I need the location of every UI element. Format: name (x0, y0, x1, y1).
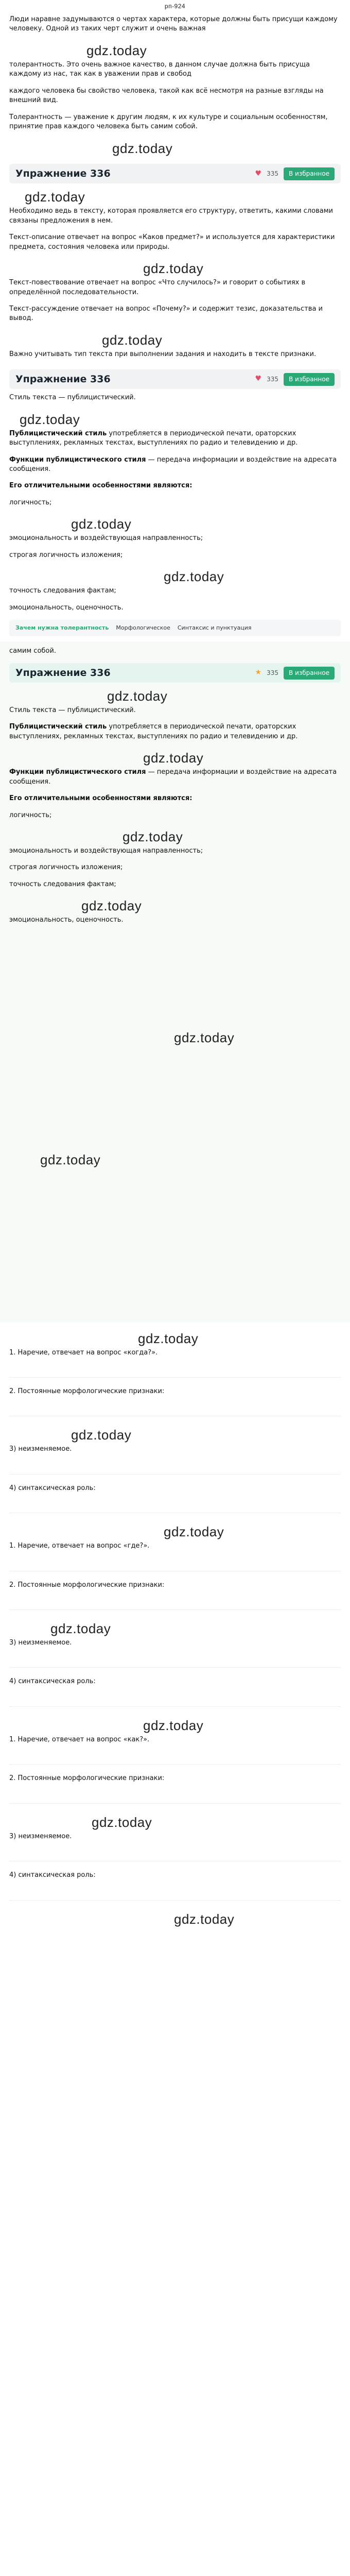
analysis-item (9, 1735, 341, 1765)
functions-title: Функции публицистического стиля (9, 768, 146, 776)
tab-item[interactable]: Морфологическое (116, 624, 170, 631)
answer-space (9, 1687, 341, 1707)
watermark: gdz.today (86, 42, 147, 58)
exercise-header (9, 369, 341, 389)
mint-section (0, 641, 350, 1322)
features-title: Его отличительными особенностями являются: (9, 482, 192, 490)
analysis-line: 4) синтаксическая роль: (9, 1677, 96, 1686)
analysis-line: 3) неизменяемое. (9, 1638, 72, 1647)
watermark: gdz.today (143, 750, 204, 766)
analysis-item (9, 1387, 341, 1416)
body-text-area (9, 1028, 341, 1317)
watermark: gdz.today (143, 261, 204, 277)
answer-space (9, 1454, 341, 1475)
analysis-item (9, 1581, 341, 1610)
analysis-line: 1. Наречие, отвечает на вопрос «как?». (9, 1735, 150, 1743)
watermark: gdz.today (174, 1911, 235, 1927)
analysis-item (9, 1484, 341, 1513)
list-item: эмоциональность, оценочность. (9, 603, 124, 612)
watermark: gdz.today (20, 411, 80, 427)
favorite-button[interactable]: В избранное (284, 373, 335, 386)
star-icon[interactable]: ★ (255, 668, 262, 677)
style-text: употребляется в периодической печати, ораторских выступлениях, рекламных текстах, выступлениях по радио и телевидению и др. (9, 723, 298, 740)
answer-space (9, 1841, 341, 1861)
paragraph: Текст-описание отвечает на вопрос «Каков предмет?» и используется для характеристики предмета, состояния человека или природы. (9, 233, 335, 251)
analysis-line: 1. Наречие, отвечает на вопрос «когда?». (9, 1348, 158, 1357)
exercise-title: Упражнение 336 (15, 667, 111, 679)
style-label: Стиль текста — публицистический. (9, 394, 136, 402)
answer-space (9, 1590, 341, 1610)
analysis-line: 2. Постоянные морфологические признаки: (9, 1774, 165, 1783)
watermark: gdz.today (92, 1814, 152, 1830)
analysis-item (9, 1541, 341, 1571)
answer-space (9, 1784, 341, 1804)
watermark: gdz.today (71, 1427, 132, 1443)
watermark: gdz.today (174, 1029, 235, 1045)
tab-item[interactable]: Синтаксис и пунктуация (177, 624, 252, 631)
exercise-header (9, 663, 341, 683)
analysis-item (9, 1638, 341, 1668)
heart-icon[interactable]: ♥ (255, 375, 262, 383)
favorite-button[interactable]: В избранное (284, 167, 335, 180)
paragraph: Необходимо ведь в тексту, которая проявляется его структуру, ответить, какими словами связаны предложения в нем. (9, 207, 333, 225)
style-label: Стиль текста — публицистический. (9, 706, 136, 714)
answer-space (9, 1358, 341, 1378)
watermark: gdz.today (164, 1524, 224, 1540)
rating-count: 335 (267, 375, 278, 383)
watermark: gdz.today (107, 688, 168, 704)
watermark: gdz.today (138, 1330, 199, 1346)
analysis-line: 4) синтаксическая роль: (9, 1871, 96, 1879)
style-title: Публицистический стиль (9, 429, 107, 437)
paragraph: Текст-рассуждение отвечает на вопрос «Почему?» и содержит тезис, доказательства и вывод. (9, 305, 323, 323)
functions-text: — передача информации и воздействие на адресата сообщения. (9, 455, 337, 473)
style-text: употребляется в периодической печати, ораторских выступлениях, рекламных текстах, выступлениях по радио и телевидению и др. (9, 429, 298, 447)
paragraph: толерантность. Это очень важное качество, в данном случае должна быть присуща каждому из нас, так как в уважении прав и свобод (9, 60, 310, 78)
watermark: gdz.today (81, 898, 142, 914)
paragraph: Толерантность — уважение к другим людям, к их культуре и социальным особенностям, принятие прав каждого человека быть самим собой. (9, 113, 328, 131)
heart-icon[interactable]: ♥ (255, 169, 262, 178)
exercise-header (9, 164, 341, 183)
analysis-item (9, 1677, 341, 1706)
list-item: точность следования фактам; (9, 880, 116, 888)
features-title: Его отличительными особенностями являются: (9, 794, 192, 803)
analysis-line: 3) неизменяемое. (9, 1445, 72, 1453)
watermark: gdz.today (40, 1151, 101, 1167)
watermark: gdz.today (164, 569, 224, 585)
list-item: эмоциональность и воздействующая направленность; (9, 846, 203, 855)
style-description (9, 722, 341, 741)
watermark: gdz.today (50, 1621, 111, 1637)
analysis-line: 2. Постоянные морфологические признаки: (9, 1581, 165, 1589)
functions-title: Функции публицистического стиля (9, 455, 146, 464)
watermark: gdz.today (71, 516, 132, 532)
watermark: gdz.today (112, 140, 173, 156)
list-item: строгая логичность изложения; (9, 551, 123, 559)
watermark: gdz.today (102, 332, 163, 348)
analysis-item (9, 1445, 341, 1474)
rating-count: 335 (267, 669, 278, 676)
exercise-title: Упражнение 336 (15, 373, 111, 385)
functions-text: — передача информации и воздействие на адресата сообщения. (9, 768, 337, 786)
analysis-line: 2. Постоянные морфологические признаки: (9, 1387, 165, 1395)
answer-space (9, 1648, 341, 1668)
paragraph: Текст-повествование отвечает на вопрос «Что случилось?» и говорит о событиях в определённой последовательности. (9, 279, 306, 296)
answer-space (9, 1493, 341, 1513)
intro-text: самим собой. (9, 647, 56, 655)
page-number: рп-924 (164, 3, 186, 10)
analysis-item (9, 1871, 341, 1900)
list-item: эмоциональность, оценочность. (9, 916, 124, 924)
tab-bar (9, 620, 341, 636)
tab-item[interactable]: Зачем нужна толерантность (15, 624, 109, 631)
answer-space (9, 1880, 341, 1901)
paragraph: Люди наравне задумываются о чертах характера, которые должны быть присущи каждому человеку. Одной из таких черт служит и очень важная (9, 15, 338, 33)
answer-space (9, 1551, 341, 1571)
analysis-section (0, 1322, 350, 1929)
watermark: gdz.today (143, 1717, 204, 1733)
paragraph: каждого человека бы свойство человека, такой как всё несмотря на разные взгляды на внешний вид. (9, 87, 324, 105)
style-title: Публицистический стиль (9, 723, 107, 731)
list-item: логичность; (9, 498, 52, 506)
analysis-item (9, 1774, 341, 1803)
style-description (9, 429, 341, 448)
functions (9, 768, 341, 787)
functions (9, 455, 341, 474)
list-item: эмоциональность и воздействующая направленность; (9, 534, 203, 543)
top-area (0, 0, 350, 636)
watermark: gdz.today (25, 189, 85, 205)
watermark: gdz.today (122, 829, 183, 845)
analysis-item (9, 1348, 341, 1378)
rating-count: 335 (267, 170, 278, 177)
exercise-title: Упражнение 336 (15, 167, 111, 179)
answer-space (9, 1744, 341, 1765)
list-item: логичность; (9, 811, 52, 819)
analysis-item (9, 1832, 341, 1861)
list-item: точность следования фактам; (9, 587, 116, 595)
analysis-line: 4) синтаксическая роль: (9, 1484, 96, 1492)
list-item: строгая логичность изложения; (9, 863, 123, 872)
analysis-line: 3) неизменяемое. (9, 1832, 72, 1840)
answer-space (9, 1396, 341, 1416)
favorite-button[interactable]: В избранное (284, 667, 335, 680)
paragraph: Важно учитывать тип текста при выполнении задания и находить в тексте признаки. (9, 350, 317, 358)
analysis-line: 1. Наречие, отвечает на вопрос «где?». (9, 1542, 150, 1550)
